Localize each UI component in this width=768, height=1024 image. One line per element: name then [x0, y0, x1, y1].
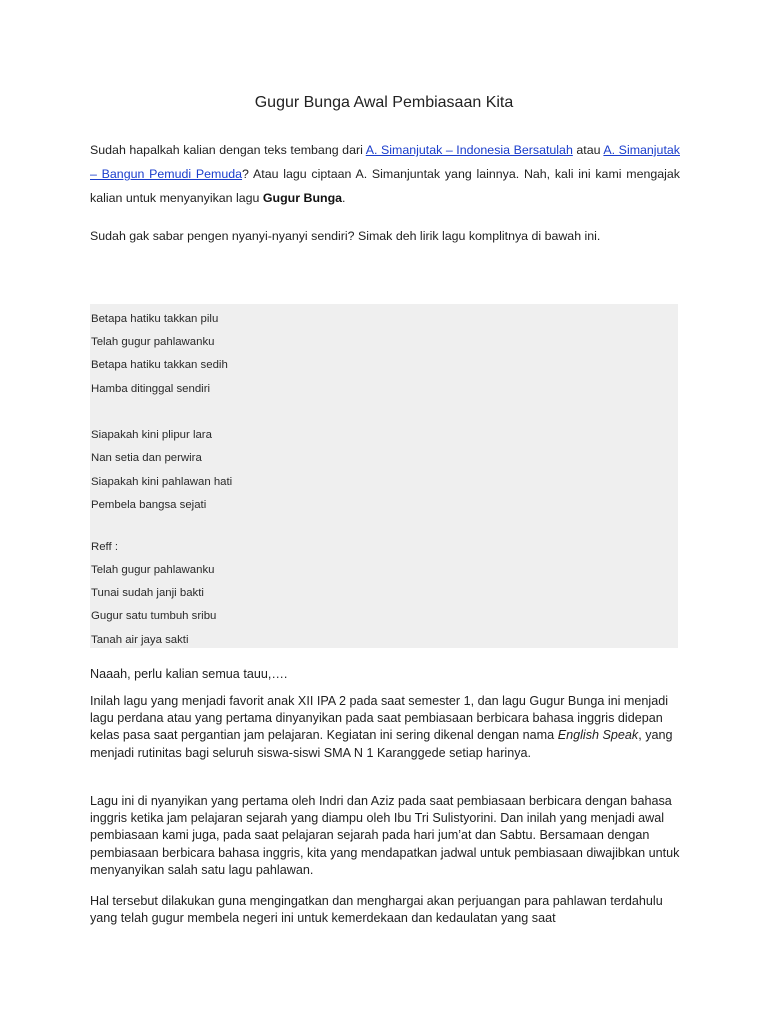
- intro-text: Sudah hapalkah kalian dengan teks tembang dari: [90, 143, 366, 157]
- paragraph-first-sung: Lagu ini di nyanyikan yang pertama oleh Indri dan Aziz pada saat pembiasaan berbicara dengan bahasa inggris ketika jam pelajaran sejarah yang diampu oleh Ibu Tri Sulistyorini. Dan inilah yang menjadi awal pembiasaan kami juga, pada saat pelajaran sejarah pada hari jum’at dan Sabtu. Bersamaan dengan pembiasaan berbicara bahasa inggris, kita yang mendapatkan jadwal untuk pembiasaan diwajibkan untuk menyanyikan salah satu lagu pahlawan.: [90, 794, 680, 877]
- lyric-line: Hamba ditinggal sendiri: [91, 383, 211, 395]
- paragraph-text: , yang menjadi rutinitas bagi seluruh siswa-siswi SMA N 1 Karanggede setiap harinya.: [90, 728, 673, 760]
- lyric-line: Tanah air jaya sakti: [91, 634, 189, 646]
- link-bangun-pemudi-pemuda[interactable]: A. Simanjutak – Bangun Pemudi Pemuda: [90, 143, 680, 181]
- lyric-line: Gugur satu tumbuh sribu: [91, 610, 217, 622]
- intro-text: .: [342, 191, 346, 205]
- english-speak-italic: English Speak: [557, 728, 639, 743]
- intro-text: ? Atau lagu ciptaan A. Simanjuntak yang lainnya. Nah, kali ini kami mengajak kalian untuk menyanyikan lagu: [90, 167, 681, 205]
- song-title-bold: Gugur Bunga: [262, 191, 343, 205]
- lyric-line-reff: Reff :: [91, 541, 119, 553]
- paragraph-purpose: Hal tersebut dilakukan guna mengingatkan dan menghargai akan perjuangan para pahlawan terdahulu yang telah gugur membela negeri ini untuk kemerdekaan dan kedaulatan yang saat: [90, 894, 663, 926]
- intro-second-paragraph: Sudah gak sabar pengen nyanyi-nyanyi sendiri? Simak deh lirik lagu komplitnya di bawah ini.: [90, 229, 601, 243]
- paragraph-naaah: Naaah, perlu kalian semua tauu,….: [90, 667, 288, 681]
- lyric-line: Nan setia dan perwira: [91, 452, 202, 464]
- lyric-line: Telah gugur pahlawanku: [91, 564, 215, 576]
- lyric-line: Telah gugur pahlawanku: [91, 336, 215, 348]
- lyric-line: Betapa hatiku takkan sedih: [91, 359, 228, 371]
- lyric-line: Pembela bangsa sejati: [91, 499, 207, 511]
- intro-text: atau: [572, 143, 604, 157]
- document-title: Gugur Bunga Awal Pembiasaan Kita: [254, 94, 514, 111]
- link-indonesia-bersatulah[interactable]: A. Simanjutak – Indonesia Bersatulah: [365, 143, 573, 157]
- intro-paragraph: [90, 138, 680, 210]
- paragraph-text: Inilah lagu yang menjadi favorit anak XII IPA 2 pada saat semester 1, dan lagu Gugur Bunga ini menjadi lagu perdana atau yang pertama dinyanyikan pada saat pembiasaan berbicara bahasa inggris didepan kelas pasa saat pergantian jam pelajaran. Kegiatan ini sering dikenal dengan nama: [90, 694, 669, 743]
- lyric-line: Tunai sudah janji bakti: [91, 587, 204, 599]
- paragraph-favorite-song: [90, 693, 686, 762]
- lyric-line: Siapakah kini plipur lara: [91, 429, 212, 441]
- lyric-line: Betapa hatiku takkan pilu: [91, 313, 219, 325]
- lyric-line: Siapakah kini pahlawan hati: [91, 476, 233, 488]
